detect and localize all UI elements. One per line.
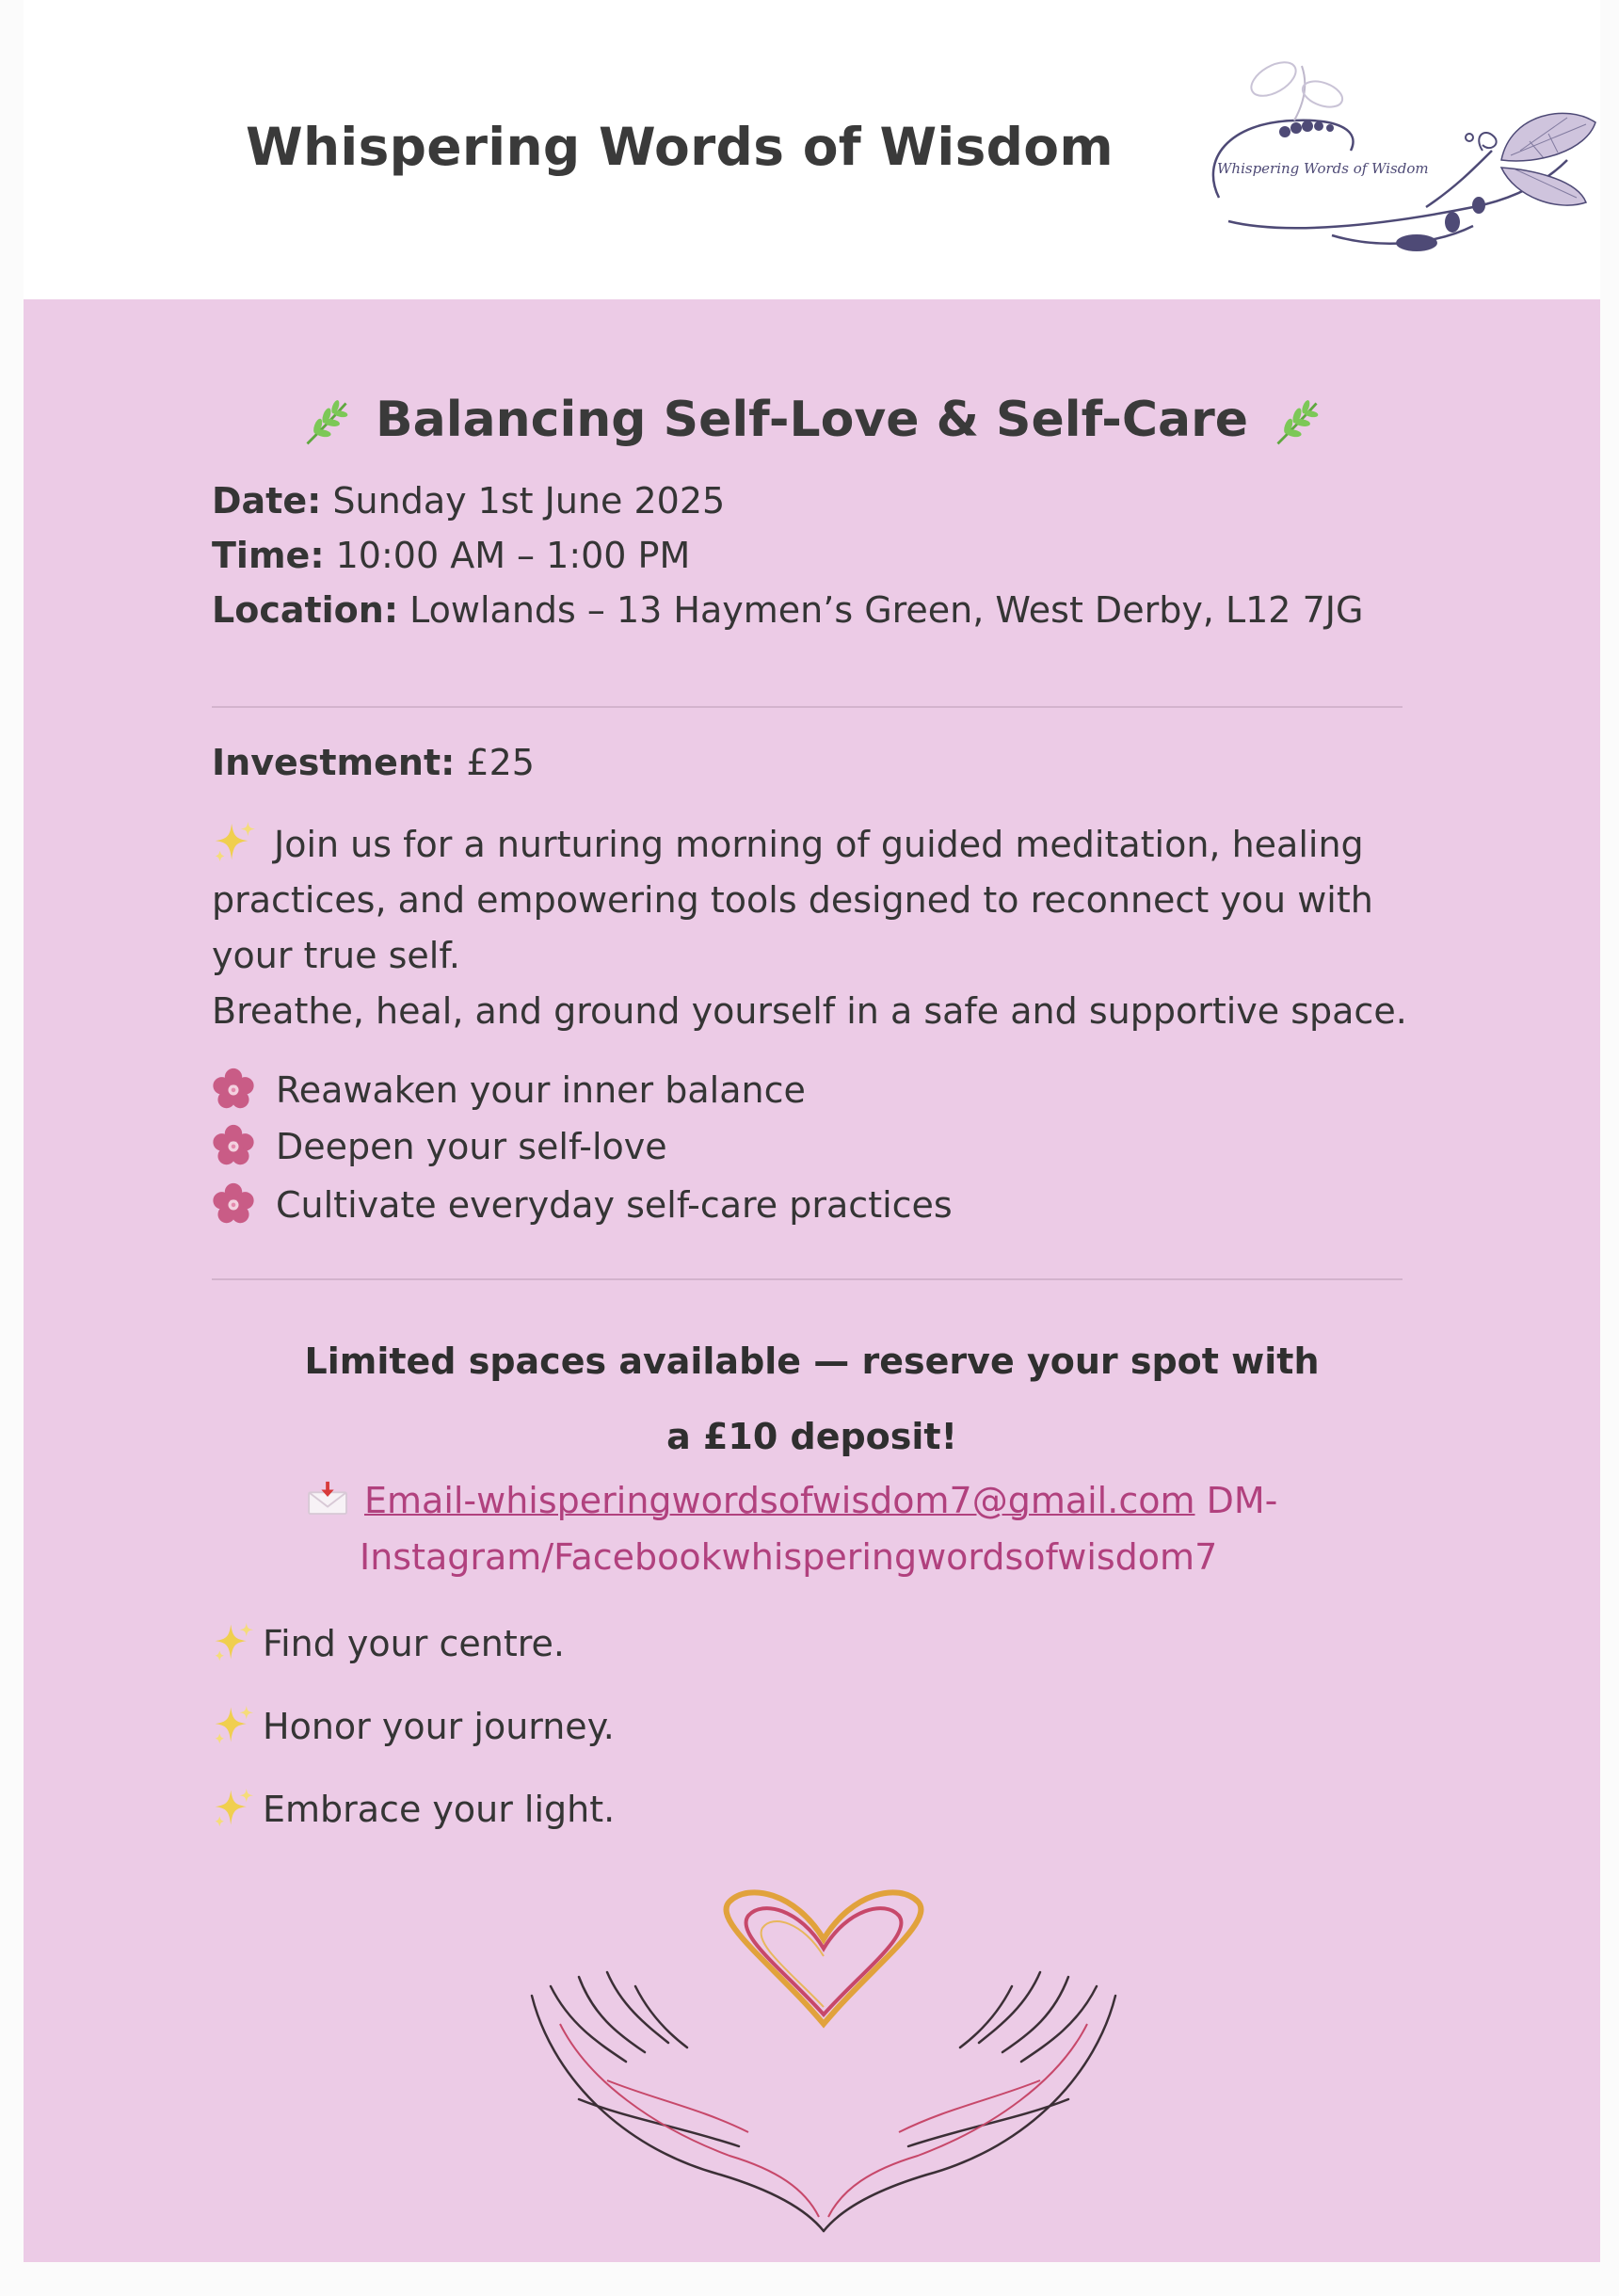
- divider: [212, 706, 1403, 708]
- investment-row: [212, 742, 535, 783]
- event-title: Balancing Self-Love & Self-Care: [375, 392, 1249, 448]
- envelope-arrow-icon: [306, 1480, 351, 1516]
- cta-line: a £10 deposit!: [666, 1416, 957, 1457]
- sparkles-icon: [212, 1704, 255, 1747]
- sparkles-icon: [212, 820, 257, 865]
- location-value: Lowlands – 13 Haymen’s Green, West Derby, L12 7JG: [409, 589, 1364, 631]
- contact-email-row: [306, 1480, 1277, 1521]
- benefit-item: Deepen your self-love: [212, 1126, 667, 1167]
- description-line: your true self.: [212, 935, 461, 976]
- location-label: Location:: [212, 589, 399, 631]
- email-link[interactable]: Email-whisperingwordsofwisdom7@gmail.com: [364, 1480, 1195, 1521]
- investment-value: £25: [466, 742, 535, 783]
- event-panel: [24, 299, 1600, 2262]
- date-label: Date:: [212, 480, 322, 522]
- social-handle: Instagram/Facebookwhisperingwordsofwisdom7: [360, 1536, 1218, 1578]
- event-title-row: [24, 392, 1600, 449]
- cherry-blossom-icon: [212, 1182, 255, 1226]
- divider: [212, 1278, 1403, 1280]
- affirmation-item: Find your centre.: [212, 1623, 565, 1664]
- logo-text: Whispering Words of Wisdom: [1217, 160, 1429, 177]
- affirmation-item: Embrace your light.: [212, 1789, 615, 1830]
- affirmation-item: Honor your journey.: [212, 1706, 615, 1747]
- sparkles-icon: [212, 1621, 255, 1664]
- investment-label: Investment:: [212, 742, 456, 783]
- description: [212, 817, 1407, 1039]
- dragonfly-logo: [1191, 47, 1605, 273]
- description-line: practices, and empowering tools designed to reconnect you with: [212, 879, 1373, 921]
- benefit-item: Cultivate everyday self-care practices: [212, 1184, 953, 1226]
- herb-sprig-icon: [300, 396, 353, 449]
- benefit-item: Reawaken your inner balance: [212, 1069, 806, 1111]
- date-value: Sunday 1st June 2025: [332, 480, 726, 522]
- time-label: Time:: [212, 535, 325, 576]
- description-line: Join us for a nurturing morning of guided meditation, healing: [212, 817, 1407, 873]
- header-banner: [24, 0, 1600, 299]
- sparkles-icon: [212, 1787, 255, 1830]
- heart-in-hands-illustration: [494, 1883, 1153, 2240]
- cherry-blossom-icon: [212, 1068, 255, 1111]
- location-row: [212, 589, 1363, 631]
- herb-sprig-icon: [1271, 396, 1323, 449]
- time-row: [212, 535, 690, 576]
- cherry-blossom-icon: [212, 1124, 255, 1167]
- description-line: Breathe, heal, and ground yourself in a safe and supportive space.: [212, 990, 1407, 1032]
- cta-line: Limited spaces available — reserve your spot with: [304, 1341, 1320, 1382]
- date-row: [212, 480, 725, 522]
- dm-prefix: DM-: [1206, 1480, 1278, 1521]
- brand-title: Whispering Words of Wisdom: [246, 117, 1114, 177]
- time-value: 10:00 AM – 1:00 PM: [335, 535, 691, 576]
